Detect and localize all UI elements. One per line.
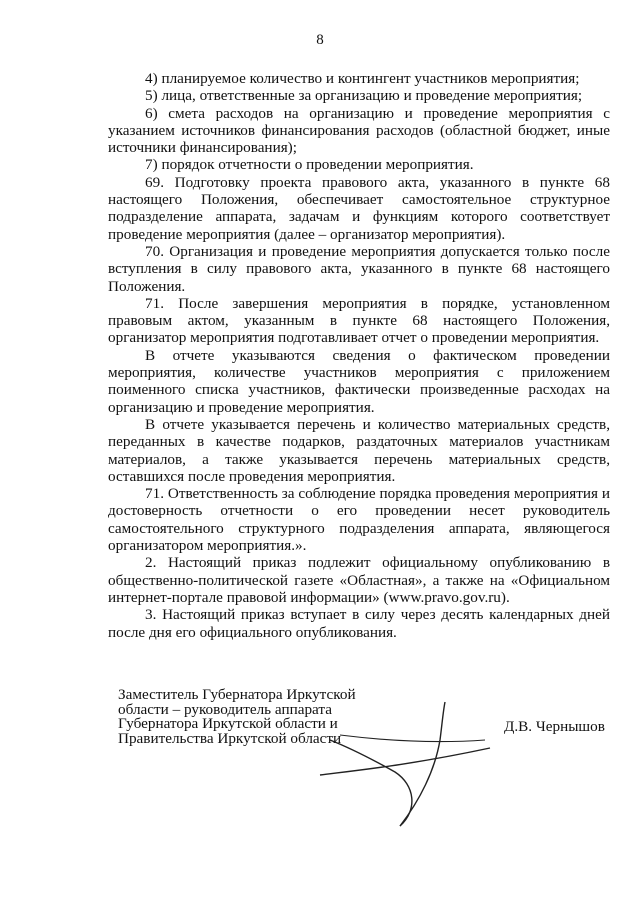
document-body <box>108 70 610 641</box>
paragraph: 3. Настоящий приказ вступает в силу через десять календарных дней после дня его официального опубликования. <box>108 606 610 641</box>
paragraph: 6) смета расходов на организацию и проведение мероприятия с указанием источников финансирования расходов (областной бюджет, иные источники финансирования); <box>108 104 610 157</box>
page-number: 8 <box>316 32 324 48</box>
signer-position-line: Губернатора Иркутской области и <box>118 715 338 733</box>
paragraph: 7) порядок отчетности о проведении мероприятия. <box>145 156 474 174</box>
paragraph: В отчете указываются сведения о фактическом проведении мероприятия, количестве участников мероприятия с приложением поименного списка участников, фактически произведенные расходах на организацию и проведение мероприятия. <box>108 346 610 416</box>
paragraph: 4) планируемое количество и контингент участников мероприятия; <box>145 70 580 87</box>
paragraph: 5) лица, ответственные за организацию и проведение мероприятия; <box>145 87 583 105</box>
paragraph: 71. После завершения мероприятия в порядке, установленном правовым актом, указанным в пункте 68 настоящего Положения, организатор мероприятия подготавливает отчет о проведении мероприятия. <box>108 294 610 347</box>
signer-position-line: области – руководитель аппарата <box>118 700 332 718</box>
handwritten-signature <box>300 700 500 830</box>
paragraph: 70. Организация и проведение мероприятия допускается только после вступления в силу правового акта, указанного в пункте 68 настоящего Положения. <box>108 242 610 295</box>
signer-position-line: Заместитель Губернатора Иркутской <box>118 686 356 703</box>
paragraph: 2. Настоящий приказ подлежит официальному опубликованию в общественно-политической газете «Областная», а также на «Официальном интернет-портале правовой информации» (www.pravo.gov.ru). <box>108 554 610 606</box>
paragraph: 71. Ответственность за соблюдение порядка проведения мероприятия и достоверность отчетности о его проведении несет руководитель самостоятельного структурного подразделения аппарата, являющегося организатором мероприятия.». <box>108 485 610 555</box>
paragraph: В отчете указывается перечень и количество материальных средств, переданных в качестве подарков, раздаточных материалов участникам материалов, а также указывается перечень материальных средств, оставшихся после проведения мероприятия. <box>108 415 610 485</box>
signer-position-line: Правительства Иркутской области <box>118 729 342 747</box>
signer-name: Д.В. Чернышов <box>504 718 605 735</box>
paragraph: 69. Подготовку проекта правового акта, указанного в пункте 68 настоящего Положения, обеспечивает самостоятельное структурное подразделение аппарата, задачам и функциям которого соответствует проведение мероприятия (далее – организатор мероприятия). <box>108 173 610 243</box>
